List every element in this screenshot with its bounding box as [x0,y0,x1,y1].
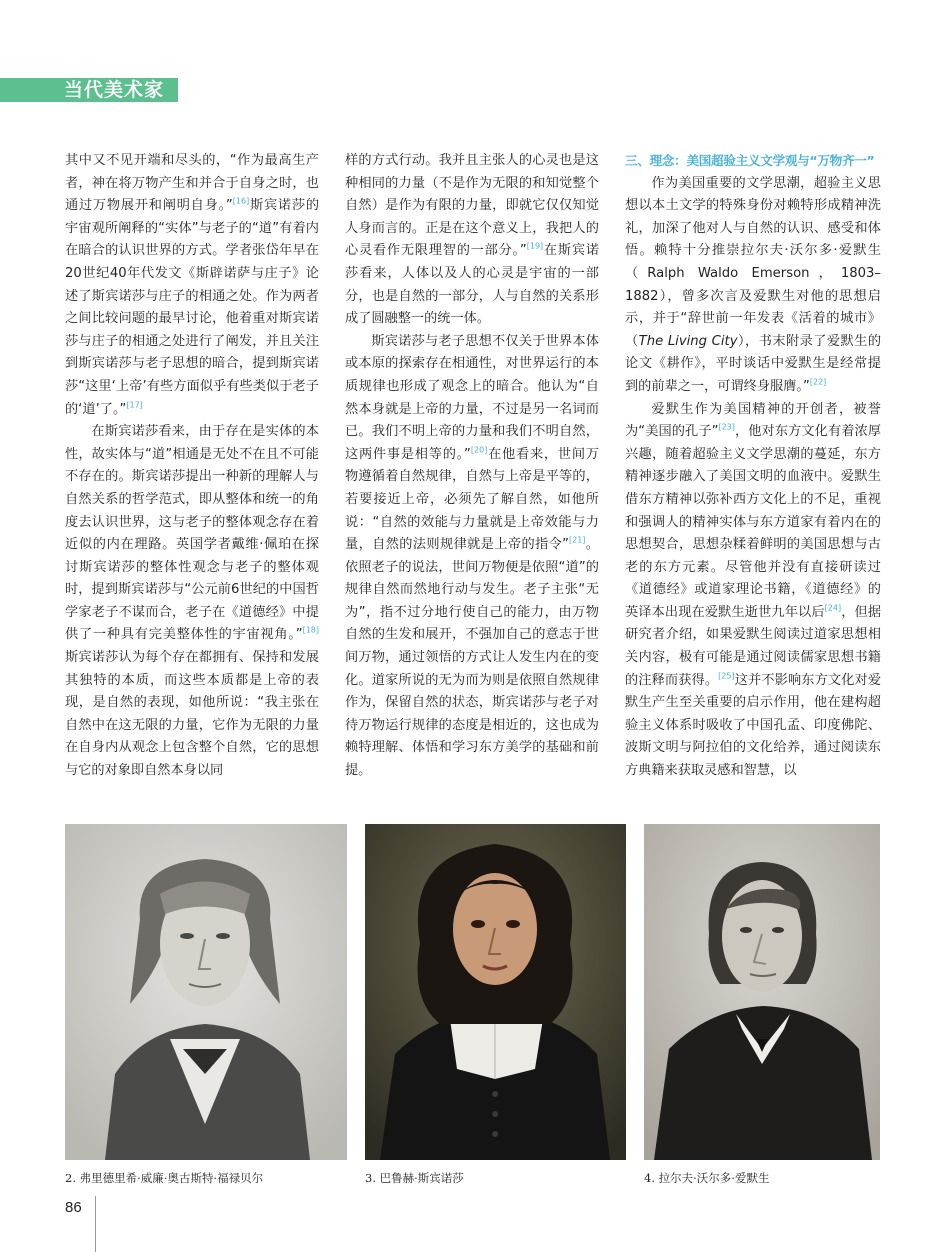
footnote-ref[interactable]: [16] [232,196,250,206]
paragraph: 其中又不见开端和尽头的，“作为最高生产者，神在将万物产生和并合于自身之时，也通过万物展开和阐明自身。”[16]斯宾诺莎的宇宙观所阐释的“实体”与老子的“道”有着内在暗合的认识世界的方式。学者张岱年早在20世纪40年代发文《斯辟诺萨与庄子》论述了斯宾诺莎与庄子的相通之处。作为两者之间比较问题的最早讨论，他着重对斯宾诺莎与庄子的相通之处进行了阐发，并且关注到斯宾诺莎与老子思想的暗合，提到斯宾诺莎“这里‘上帝’有些方面似乎有些类似于老子的‘道’了。”[17] [65,153,320,417]
footnote-ref[interactable]: [25] [718,671,735,681]
paragraph: 在斯宾诺莎看来，由于存在是实体的本性，故实体与“道”相通是无处不在且不可能不存在的。斯宾诺莎提出一种新的理解人与自然关系的哲学范式，即从整体和统一的角度去认识世界，这与老子的整体观念存在着近似的内在理路。英国学者戴维·佩珀在探讨斯宾诺莎的整体性观念与老子的整体观时，提到斯宾诺莎与“公元前6世纪的中国哲学家老子不谋而合，老子在《道德经》中提供了一种具有完美整体性的宇宙视角。”[18]斯宾诺莎认为每个存在都拥有、保持和发展其独特的本质，而这些本质都是上帝的表现，是自然的表现，如他所说：“我主张在自然中在这无限的力量，它作为无限的力量在自身内从观念上包含整个自然，它的思想与它的对象即自然本身以同 [65,424,319,779]
footnote-ref[interactable]: [19] [526,241,544,251]
section-heading: 三、理念：美国超验主义文学观与“万物齐一” [625,153,875,168]
paragraph: 爱默生作为美国精神的开创者，被誉为“美国的孔子”[23]，他对东方文化有着浓厚兴趣，随着超验主义文学思潮的蔓延，东方精神逐步融入了美国文明的血液中。爱默生借东方精神以弥补西方文化上的不足，重视和强调人的精神实体与东方道家有着内在的思想契合，思想杂糅着鲜明的美国思想与古老的东方元素。尽管他并没有直接研读过《道德经》或道家理论书籍，《道德经》的英译本出现在爱默生逝世九年以后[24]，但据研究者介绍，如果爱默生阅读过道家思想相关内容，极有可能是通过阅读儒家思想书籍的注释而获得。[25]这并不影响东方文化对爱默生产生至关重要的启示作用，他在建构超验主义体系时吸收了中国孔孟、印度佛陀、波斯文明与阿拉伯的文化给养，通过阅读东方典籍来获取灵感和智慧，以 [625,401,882,779]
figure-caption: 4. 拉尔夫·沃尔多·爱默生 [644,1171,770,1185]
portrait-frobel [65,824,347,1160]
paragraph: 斯宾诺莎与老子思想不仅关于世界本体或本原的探索存在相通性，对世界运行的本质规律也形成了观念上的暗合。他认为“自然本身就是上帝的力量，不过是另一名词而已。我们不明上帝的力量和我们不明自然，这两件事是相等的。”[20]在他看来，世间万物遵循着自然规律，自然与上帝是平等的，若要接近上帝，必须先了解自然，如他所说：“自然的效能与力量就是上帝效能与力量，自然的法则规律就是上帝的指令”[21]。依照老子的说法，世间万物便是依照“道”的规律自然而然地行动与发生。老子主张“无为”，指不过分地行使自己的能力，由万物自然的生发和展开，不强加自己的意志于世间万物，通过领悟的方式让人发生内在的变化。道家所说的无为而为则是依照自然规律作为，保留自然的状态，斯宾诺莎与老子对待万物运行规律的态度是相近的，这也成为赖特理解、体悟和学习东方美学的基础和前提。 [345,333,600,779]
portrait-emerson [644,824,880,1160]
portrait-image [65,824,347,1160]
paragraph: 样的方式行动。我并且主张人的心灵也是这种相同的力量（不是作为无限的和知觉整个自然）是作为有限的力量，即就它仅仅知觉人身而言的。正是在这个意义上，我把人的心灵看作无限理智的一部分。”[19]在斯宾诺莎看来，人体以及人的心灵是宇宙的一部分，也是自然的一部分，人与自然的关系形成了圆融整一的统一体。 [345,153,600,327]
portrait-image [365,824,626,1160]
footnote-ref[interactable]: [17] [126,400,143,410]
journal-name: 当代美术家 [64,79,165,101]
portrait-spinoza [365,824,626,1160]
footnote-ref[interactable]: [18] [302,626,319,636]
footnote-ref[interactable]: [22] [809,377,827,387]
footnote-ref[interactable]: [23] [718,422,735,432]
footnote-ref[interactable]: [20] [470,445,488,455]
page-number: 86 [65,1199,82,1216]
text-column-2 [345,150,599,783]
journal-name-banner [0,78,178,102]
text-column-1 [65,150,319,783]
figure-caption: 3. 巴鲁赫·斯宾诺莎 [365,1171,464,1185]
footnote-ref[interactable]: [21] [569,535,586,545]
footnote-ref[interactable]: [24] [824,603,842,613]
portrait-image [644,824,880,1160]
paragraph: 作为美国重要的文学思潮，超验主义思想以本土文学的特殊身份对赖特形成精神洗礼，加深了他对人与自然的认识、感受和体悟。赖特十分推崇拉尔夫·沃尔多·爱默生（Ralph Waldo Emerson，1803–1882），曾多次言及爱默生对他的思想启示，并于“辞世前一年发表《活着的城市》（The Living City），书末附录了爱默生的论文《耕作》，平时谈话中爱默生是经常提到的前辈之一，可谓终身服膺。”[22] [625,175,882,394]
figure-caption: 2. 弗里德里希·威廉·奥古斯特·福禄贝尔 [65,1171,264,1185]
text-column-3 [625,150,881,783]
footer-divider [95,1196,96,1252]
